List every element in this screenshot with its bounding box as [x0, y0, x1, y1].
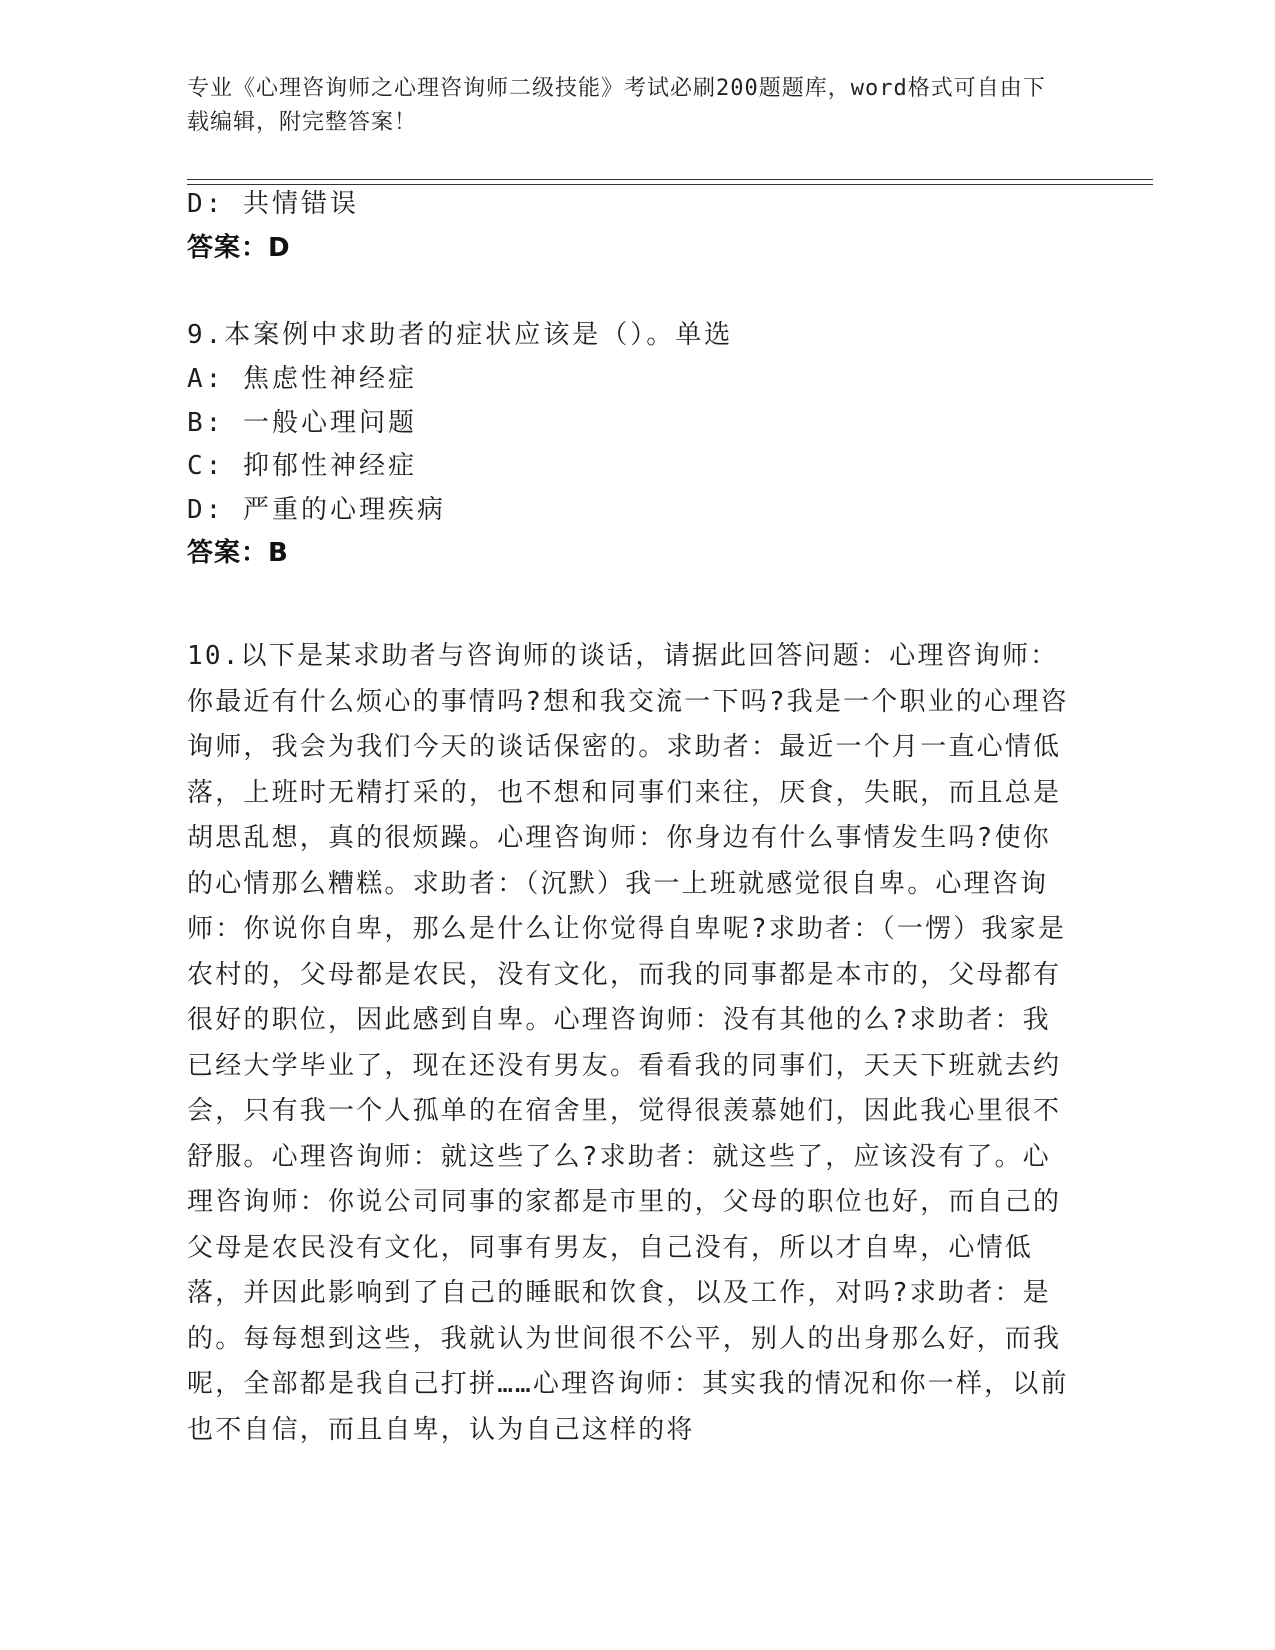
header-rule-bottom: [187, 184, 1153, 185]
question-9-option-b: B: 一般心理问题: [187, 408, 417, 438]
question-9-option-c: C: 抑郁性神经症: [187, 451, 417, 481]
page-header: 专业《心理咨询师之心理咨询师二级技能》考试必刷200题题库，word格式可自由下载编辑，附完整答案！: [187, 76, 1046, 135]
question-9-option-d: D: 严重的心理疾病: [187, 495, 446, 525]
question-9-option-a: A: 焦虑性神经症: [187, 364, 417, 394]
question-9-stem: 9.本案例中求助者的症状应该是（）。单选: [187, 320, 734, 350]
question-9-answer: 答案：B: [187, 538, 289, 568]
question-10-stem: 10.以下是某求助者与咨询师的谈话，请据此回答问题：心理咨询师：你最近有什么烦心的事情吗?想和我交流一下吗?我是一个职业的心理咨询师，我会为我们今天的谈话保密的。求助者：最近一个月一直心情低落，上班时无精打采的，也不想和同事们来往，厌食，失眠，而且总是胡思乱想，真的很烦躁。心理咨询师：你身边有什么事情发生吗?使你的心情那么糟糕。求助者：（沉默）我一上班就感觉很自卑。心理咨询师：你说你自卑，那么是什么让你觉得自卑呢?求助者：（一愣）我家是农村的，父母都是农民，没有文化，而我的同事都是本市的，父母都有很好的职位，因此感到自卑。心理咨询师：没有其他的么?求助者：我已经大学毕业了，现在还没有男友。看看我的同事们，天天下班就去约会，只有我一个人孤单的在宿舍里，觉得很羡慕她们，因此我心里很不舒服。心理咨询师：就这些了么?求助者：就这些了，应该没有了。心理咨询师：你说公司同事的家都是市里的，父母的职位也好，而自己的父母是农民没有文化，同事有男友，自己没有，所以才自卑，心情低落，并因此影响到了自己的睡眠和饮食，以及工作，对吗?求助者：是的。每每想到这些，我就认为世间很不公平，别人的出身那么好，而我呢，全部都是我自己打拼……心理咨询师：其实我的情况和你一样，以前也不自信，而且自卑，认为自己这样的将: [187, 641, 1069, 1445]
prev-question-answer: 答案：D: [187, 233, 291, 263]
header-rule-top: [187, 179, 1153, 180]
prev-question-option-d: D: 共情错误: [187, 189, 359, 219]
